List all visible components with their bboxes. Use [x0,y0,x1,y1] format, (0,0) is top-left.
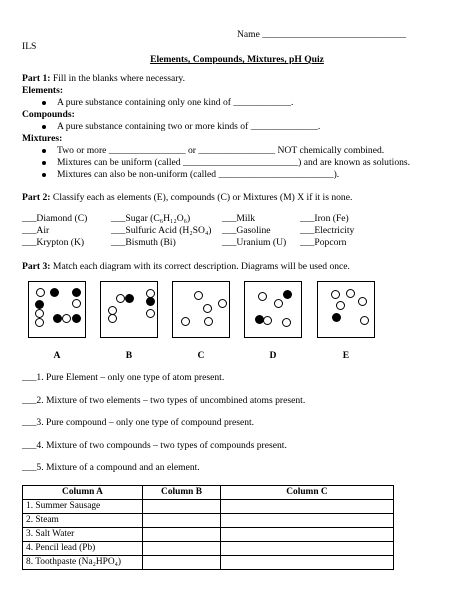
classify-item[interactable]: ___Air [22,225,50,236]
table-cell-blank[interactable] [221,556,394,570]
diagram-label-d: D [269,350,277,361]
open-atom [35,318,44,327]
org-label: ILS [22,41,37,52]
table-cell-blank[interactable] [221,514,394,528]
filled-atom [146,297,155,306]
open-atom [360,316,369,325]
diagram-d [244,281,302,338]
column-a-header: Column A [23,486,143,500]
part1-instruction: Part 1: Fill in the blanks where necessary. [22,73,185,84]
mixtures-item[interactable]: Two or more ________________ or ________________ NOT chemically combined. [57,145,385,156]
match-question[interactable]: ___3. Pure compound – only one type of compound present. [22,417,255,428]
filled-atom [53,314,62,323]
filled-atom [283,290,292,299]
part3-instruction: Part 3: Match each diagram with its correct description. Diagrams will be used once. [22,261,350,272]
table-cell-blank[interactable] [143,500,221,514]
match-question[interactable]: ___4. Mixture of two compounds – two types of compounds present. [22,440,287,451]
open-atom [258,292,267,301]
table-cell-blank[interactable] [143,528,221,542]
classify-item[interactable]: ___Electricity [300,225,355,236]
match-question[interactable]: ___2. Mixture of two elements – two types of uncombined atoms present. [22,395,306,406]
table-cell: 4. Pencil lead (Pb) [23,542,143,556]
filled-atom [125,294,134,303]
match-question[interactable]: ___5. Mixture of a compound and an element. [22,462,200,473]
diagram-b [100,281,158,338]
elements-item[interactable]: A pure substance containing only one kind of ____________. [57,97,294,108]
classify-item[interactable]: ___Popcorn [300,237,347,248]
open-atom [203,304,212,313]
diagram-label-b: B [125,350,133,361]
bullet-icon [42,149,46,153]
mixtures-item[interactable]: Mixtures can also be non-uniform (called ________________________). [57,169,340,180]
filled-atom [35,300,44,309]
table-row [23,514,394,528]
diagram-a [28,281,86,338]
compounds-heading: Compounds: [22,109,75,120]
open-atom [194,291,203,300]
mixtures-item[interactable]: Mixtures can be uniform (called ________________________) and are known as solutions. [57,157,411,168]
filled-atom [72,288,81,297]
diagram-label-e: E [342,350,350,361]
table-cell-blank[interactable] [143,556,221,570]
table-row [23,542,394,556]
open-atom [204,317,213,326]
name-line[interactable]: Name ______________________________ [237,29,407,40]
part2-instruction: Part 2: Classify each as elements (E), compounds (C) or Mixtures (M) X if it is none. [22,192,353,203]
open-atom [116,294,125,303]
classify-item[interactable]: ___Bismuth (Bi) [111,237,176,248]
diagram-label-c: C [197,350,205,361]
bullet-icon [42,161,46,165]
open-atom [62,314,71,323]
classify-item[interactable]: ___Sugar (C₆H₁₂O₆) [111,213,191,224]
classify-item[interactable]: ___Gasoline [222,225,271,236]
table-cell-blank[interactable] [221,542,394,556]
classify-item[interactable]: ___Krypton (K) [22,237,85,248]
table-cell: 1. Summer Sausage [23,500,143,514]
mixtures-heading: Mixtures: [22,133,63,144]
open-atom [346,289,355,298]
classify-item[interactable]: ___Milk [222,213,256,224]
column-b-header: Column B [143,486,221,500]
column-c-header: Column C [221,486,394,500]
open-atom [282,318,291,327]
diagram-e [317,281,375,338]
open-atom [358,297,367,306]
filled-atom [50,288,59,297]
open-atom [263,316,272,325]
table-cell-blank[interactable] [143,514,221,528]
open-atom [36,288,45,297]
bullet-icon [42,101,46,105]
quiz-title: Elements, Compounds, Mixtures, pH Quiz [150,54,324,65]
classify-item[interactable]: ___Sulfuric Acid (H₂SO₄) [111,225,212,236]
classification-table [22,485,394,570]
open-atom [146,309,155,318]
open-atom [35,309,44,318]
match-question[interactable]: ___1. Pure Element – only one type of atom present. [22,372,225,383]
diagram-label-a: A [53,350,61,361]
filled-atom [332,313,341,322]
table-cell-blank[interactable] [143,542,221,556]
open-atom [331,290,340,299]
classify-item[interactable]: ___Iron (Fe) [300,213,349,224]
filled-atom [72,314,81,323]
classify-item[interactable]: ___Diamond (C) [22,213,88,224]
open-atom [181,317,190,326]
table-header-row [23,486,394,500]
classify-item[interactable]: ___Uranium (U) [222,237,287,248]
diagram-c [172,281,230,338]
bullet-icon [42,125,46,129]
table-row [23,556,394,570]
table-row [23,500,394,514]
compounds-item[interactable]: A pure substance containing two or more kinds of ______________. [57,121,321,132]
open-atom [336,301,345,310]
table-cell-blank[interactable] [221,528,394,542]
open-atom [108,314,117,323]
table-cell: 2. Steam [23,514,143,528]
table-row [23,528,394,542]
open-atom [218,299,227,308]
table-cell: 8. Toothpaste (Na₂HPO₄) [23,556,143,570]
table-cell-blank[interactable] [221,500,394,514]
open-atom [274,299,283,308]
bullet-icon [42,173,46,177]
open-atom [72,299,81,308]
elements-heading: Elements: [22,85,64,96]
table-cell: 3. Salt Water [23,528,143,542]
